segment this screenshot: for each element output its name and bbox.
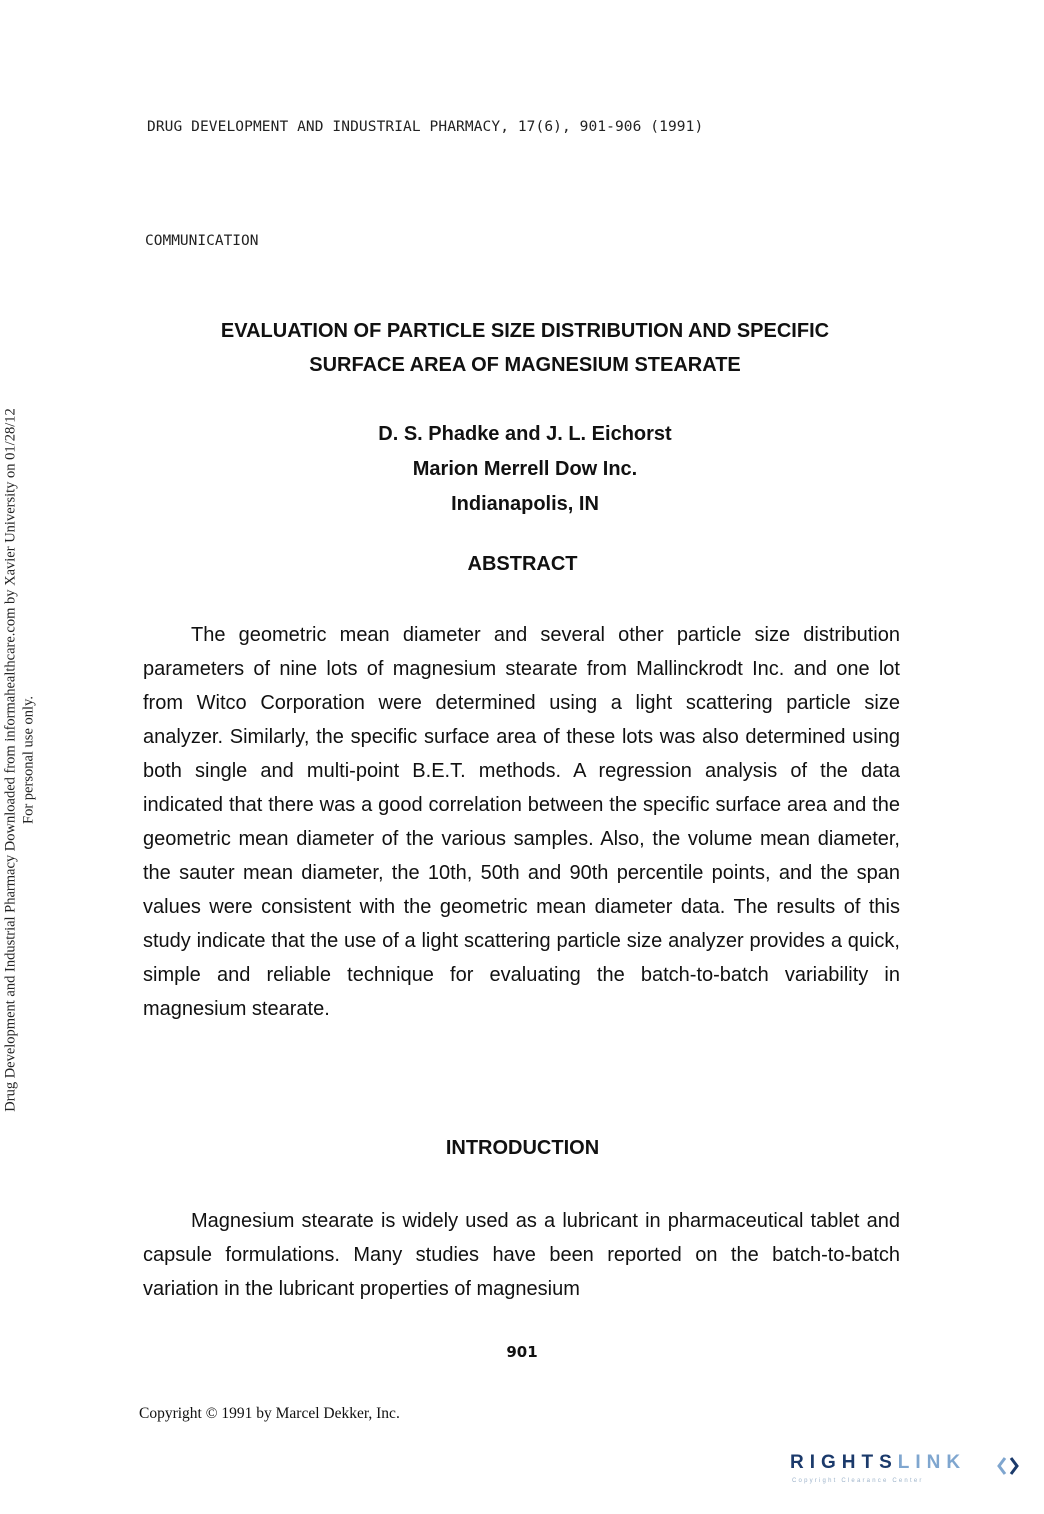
- title-line-2: SURFACE AREA OF MAGNESIUM STEARATE: [309, 354, 741, 376]
- author-block: [120, 417, 930, 522]
- introduction-paragraph: Magnesium stearate is widely used as a lubricant in pharmaceutical tablet and capsule formulations. Many studies have been reported on the batch-to-batch variation in the lubricant properties of magnesium: [143, 1210, 900, 1300]
- journal-citation: DRUG DEVELOPMENT AND INDUSTRIAL PHARMACY, 17(6), 901-906 (1991): [147, 119, 704, 135]
- title-line-1: EVALUATION OF PARTICLE SIZE DISTRIBUTION AND SPECIFIC: [220, 320, 830, 342]
- page-number: 901: [506, 1343, 538, 1361]
- rightslink-logo[interactable]: [790, 1452, 1030, 1492]
- rightslink-word-light: LINK: [897, 1452, 967, 1473]
- abstract-paragraph: The geometric mean diameter and several other particle size distribution parameters of nine lots of magnesium stearate from Mallinckrodt Inc. and one lot from Witco Corporation were determined using a light scattering particle size analyzer. Similarly, the specific surface area of these lots was also determined using both single and multi-point B.E.T. methods. A regression analysis of the data indicated that there was a good correlation between the specific surface area and the geometric mean diameter of the various samples. Also, the volume mean diameter, the sauter mean diameter, the 10th, 50th and 90th percentile points, and the span values were consistent with the geometric mean diameter data. The results of this study indicate that the use of a light scattering particle size analyzer provides a quick, simple and reliable technique for evaluating the batch-to-batch variability in magnesium stearate.: [143, 624, 900, 1020]
- download-watermark: [0, 0, 44, 1514]
- copyright-notice: Copyright © 1991 by Marcel Dekker, Inc.: [139, 1405, 400, 1422]
- abstract-heading: ABSTRACT: [467, 553, 578, 575]
- author-affiliation: Marion Merrell Dow Inc.: [412, 458, 638, 480]
- rightslink-chevron-icon: [996, 1455, 1022, 1477]
- author-names: D. S. Phadke and J. L. Eichorst: [378, 423, 672, 445]
- personal-use-notice: For personal use only.: [20, 696, 37, 824]
- section-label: COMMUNICATION: [145, 233, 259, 249]
- download-notice: Drug Development and Industrial Pharmacy Downloaded from informahealthcare.com by Xavier University on 01/28/12: [2, 408, 19, 1112]
- author-location: Indianapolis, IN: [451, 493, 599, 515]
- rightslink-subtitle: Copyright Clearance Center: [792, 1478, 924, 1484]
- rightslink-wordmark: [790, 1452, 966, 1474]
- rightslink-word-dark: RIGHTS: [790, 1452, 898, 1473]
- article-title: [120, 314, 930, 382]
- introduction-heading: INTRODUCTION: [445, 1137, 600, 1159]
